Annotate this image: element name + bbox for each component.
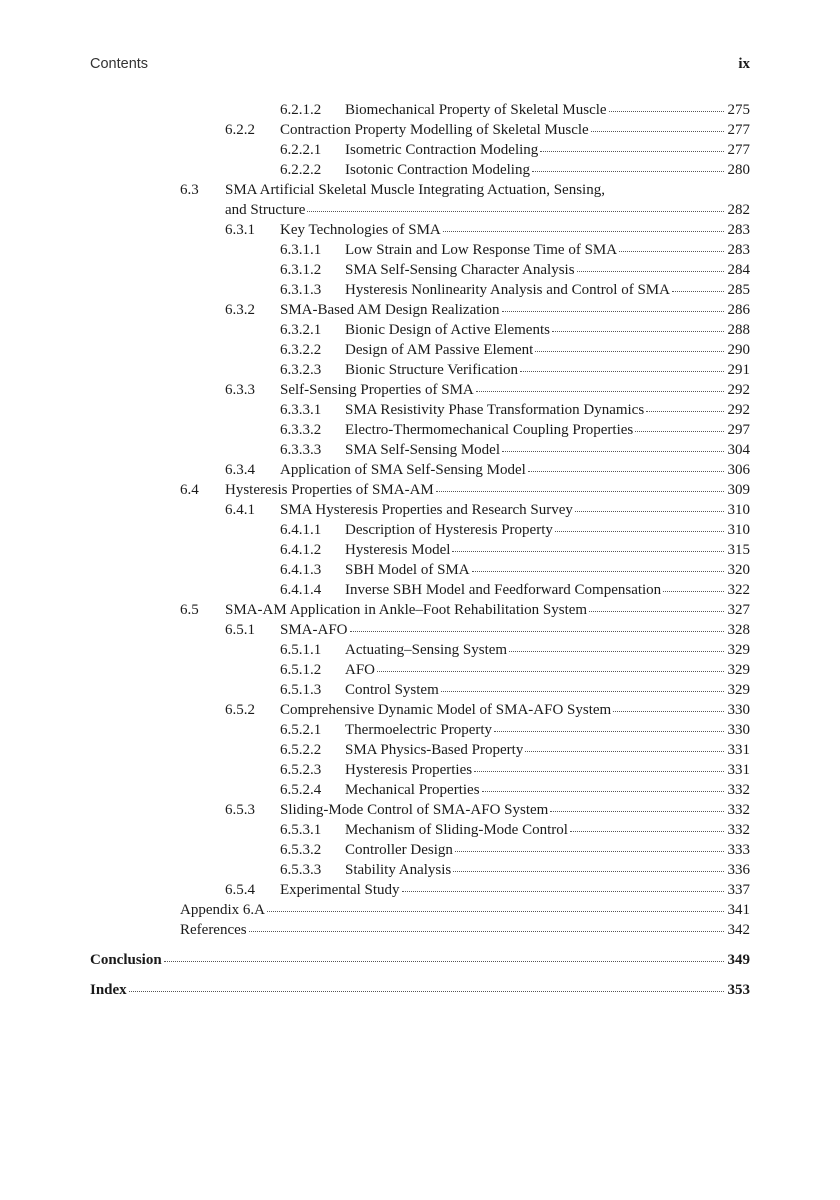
toc-entry-number: 6.3.2.1 — [280, 322, 322, 338]
toc-entry-page: 329 — [727, 642, 750, 658]
toc-entry-page: 310 — [727, 522, 750, 538]
toc-entry[interactable] — [90, 460, 750, 480]
dot-leader — [532, 170, 724, 172]
dot-leader — [441, 690, 724, 692]
toc-entry-page: 332 — [727, 822, 750, 838]
toc-entry[interactable] — [90, 820, 750, 840]
toc-entry-title: Stability Analysis — [345, 862, 452, 878]
toc-entry[interactable] — [90, 780, 750, 800]
toc-entry[interactable] — [90, 320, 750, 340]
dot-leader — [535, 350, 724, 352]
dot-leader — [452, 550, 724, 552]
toc-entry[interactable] — [90, 920, 750, 940]
toc-entry-title: References — [180, 922, 247, 938]
toc-entry-number: 6.3.4 — [225, 462, 255, 478]
toc-entry-number: 6.5.2.4 — [280, 782, 322, 798]
toc-entry-number: 6.5.4 — [225, 882, 255, 898]
toc-entry-page: 310 — [727, 502, 750, 518]
toc-entry-number: 6.5.1.1 — [280, 642, 322, 658]
table-of-contents — [90, 100, 750, 1000]
toc-entry[interactable] — [90, 200, 750, 220]
toc-entry-page: 330 — [727, 702, 750, 718]
dot-leader — [476, 390, 724, 392]
toc-entry-title: Low Strain and Low Response Time of SMA — [345, 242, 618, 258]
dot-leader — [663, 590, 724, 592]
toc-entry-title: Isometric Contraction Modeling — [345, 142, 539, 158]
toc-entry[interactable] — [90, 740, 750, 760]
toc-entry[interactable] — [90, 520, 750, 540]
toc-entry-number: 6.2.2.1 — [280, 142, 322, 158]
toc-entry[interactable] — [90, 640, 750, 660]
toc-entry-page: 292 — [727, 382, 750, 398]
dot-leader — [436, 490, 724, 492]
dot-leader — [455, 850, 724, 852]
toc-entry-title: AFO — [345, 662, 376, 678]
toc-entry-page: 297 — [727, 422, 750, 438]
toc-entry-number: 6.5.1.3 — [280, 682, 322, 698]
toc-entry-page: 283 — [727, 222, 750, 238]
toc-entry-number: 6.2.1.2 — [280, 102, 322, 118]
dot-leader — [164, 960, 724, 962]
toc-entry-title: Hysteresis Properties of SMA-AM — [225, 482, 434, 498]
toc-entry-page: 332 — [727, 782, 750, 798]
toc-entry-page: 291 — [727, 362, 750, 378]
toc-entry-number: 6.3.2 — [225, 302, 255, 318]
toc-entry-page: 285 — [727, 282, 750, 298]
toc-entry-title: SMA Hysteresis Properties and Research Survey — [280, 502, 573, 518]
dot-leader — [575, 510, 724, 512]
toc-entry-page: 341 — [727, 902, 750, 918]
toc-entry-title: SMA Self-Sensing Character Analysis — [345, 262, 575, 278]
toc-entry-title: and Structure — [225, 202, 306, 218]
toc-entry-number: 6.3.2.3 — [280, 362, 322, 378]
page-number: ix — [738, 56, 750, 72]
toc-entry-number: 6.5.3.2 — [280, 842, 322, 858]
toc-entry-title: SMA-AM Application in Ankle–Foot Rehabilitation System — [225, 602, 588, 618]
toc-entry-page: 332 — [727, 802, 750, 818]
dot-leader — [494, 730, 724, 732]
toc-entry-number: 6.4.1.1 — [280, 522, 322, 538]
toc-entry-title: Bionic Structure Verification — [345, 362, 519, 378]
toc-entry-number: 6.5.2.3 — [280, 762, 322, 778]
dot-leader — [443, 230, 724, 232]
toc-entry-title: SMA Resistivity Phase Transformation Dynamics — [345, 402, 645, 418]
toc-entry-title: Mechanism of Sliding-Mode Control — [345, 822, 568, 838]
dot-leader — [474, 770, 724, 772]
dot-leader — [502, 310, 724, 312]
running-header — [90, 56, 750, 76]
dot-leader — [591, 130, 724, 132]
toc-entry[interactable] — [90, 600, 750, 620]
dot-leader — [609, 110, 724, 112]
toc-entry-page: 322 — [727, 582, 750, 598]
toc-entry-page: 333 — [727, 842, 750, 858]
toc-entry[interactable] — [90, 480, 750, 500]
toc-entry-page: 329 — [727, 662, 750, 678]
dot-leader — [646, 410, 724, 412]
dot-leader — [528, 470, 724, 472]
toc-entry[interactable] — [90, 260, 750, 280]
dot-leader — [589, 610, 724, 612]
toc-entry-number: 6.2.2.2 — [280, 162, 322, 178]
toc-entry-title: Actuating–Sensing System — [345, 642, 508, 658]
toc-entry-title: Controller Design — [345, 842, 453, 858]
toc-entry[interactable] — [90, 140, 750, 160]
toc-entry-title: Self-Sensing Properties of SMA — [280, 382, 474, 398]
toc-entry[interactable] — [90, 540, 750, 560]
toc-entry[interactable] — [90, 500, 750, 520]
toc-entry-number: 6.4.1.3 — [280, 562, 322, 578]
toc-entry-title: Mechanical Properties — [345, 782, 480, 798]
toc-entry[interactable] — [90, 620, 750, 640]
dot-leader — [267, 910, 724, 912]
toc-entry-number: 6.5.2 — [225, 702, 255, 718]
toc-entry[interactable] — [90, 720, 750, 740]
toc-entry-page: 286 — [727, 302, 750, 318]
toc-entry-page: 315 — [727, 542, 750, 558]
dot-leader — [482, 790, 724, 792]
toc-entry-number: 6.3.2.2 — [280, 342, 322, 358]
toc-entry[interactable] — [90, 440, 750, 460]
toc-entry-number: 6.4.1 — [225, 502, 255, 518]
toc-entry-title: Isotonic Contraction Modeling — [345, 162, 530, 178]
dot-leader — [577, 270, 724, 272]
toc-entry-page: 306 — [727, 462, 750, 478]
toc-entry-number: 6.5.1 — [225, 622, 255, 638]
dot-leader — [307, 210, 724, 212]
toc-entry-title: Experimental Study — [280, 882, 400, 898]
toc-entry-page: 283 — [727, 242, 750, 258]
toc-entry[interactable] — [90, 880, 750, 900]
toc-entry[interactable] — [90, 340, 750, 360]
toc-entry-title: Control System — [345, 682, 439, 698]
toc-entry-title: Thermoelectric Property — [345, 722, 493, 738]
dot-leader — [509, 650, 724, 652]
dot-leader — [502, 450, 724, 452]
toc-entry-number: 6.5 — [180, 602, 199, 618]
toc-entry-title: SMA-AFO — [280, 622, 348, 638]
toc-entry-page: 292 — [727, 402, 750, 418]
toc-entry-page: 330 — [727, 722, 750, 738]
dot-leader — [552, 330, 724, 332]
toc-entry-number: 6.3.1 — [225, 222, 255, 238]
toc-entry-number: 6.4.1.2 — [280, 542, 322, 558]
toc-entry-title: Application of SMA Self-Sensing Model — [280, 462, 526, 478]
toc-entry[interactable] — [90, 700, 750, 720]
toc-entry-page: 327 — [727, 602, 750, 618]
toc-entry-title: Comprehensive Dynamic Model of SMA-AFO System — [280, 702, 612, 718]
toc-entry[interactable] — [90, 680, 750, 700]
toc-entry[interactable] — [90, 840, 750, 860]
dot-leader — [402, 890, 724, 892]
dot-leader — [472, 570, 724, 572]
dot-leader — [570, 830, 724, 832]
toc-entry-number: 6.5.3 — [225, 802, 255, 818]
toc-entry-title: Electro-Thermomechanical Coupling Properties — [345, 422, 634, 438]
toc-entry-title: Hysteresis Model — [345, 542, 451, 558]
dot-leader — [350, 630, 724, 632]
toc-entry-number: 6.5.1.2 — [280, 662, 322, 678]
toc-entry-page: 342 — [727, 922, 750, 938]
toc-entry-number: 6.3.3 — [225, 382, 255, 398]
toc-entry-page: 275 — [727, 102, 750, 118]
toc-entry[interactable] — [90, 300, 750, 320]
toc-entry[interactable] — [90, 360, 750, 380]
toc-entry-number: 6.2.2 — [225, 122, 255, 138]
toc-entry-number: 6.5.3.3 — [280, 862, 322, 878]
toc-entry[interactable] — [90, 760, 750, 780]
dot-leader — [520, 370, 724, 372]
toc-entry-title: SMA Physics-Based Property — [345, 742, 524, 758]
dot-leader — [550, 810, 724, 812]
dot-leader — [613, 710, 724, 712]
toc-entry-page: 309 — [727, 482, 750, 498]
toc-entry-page: 280 — [727, 162, 750, 178]
toc-entry-page: 353 — [727, 982, 750, 998]
toc-entry[interactable] — [90, 580, 750, 600]
toc-entry-title: Bionic Design of Active Elements — [345, 322, 550, 338]
toc-entry-page: 277 — [727, 122, 750, 138]
toc-entry-title: Sliding-Mode Control of SMA-AFO System — [280, 802, 549, 818]
toc-entry-page: 337 — [727, 882, 750, 898]
toc-entry-title: Design of AM Passive Element — [345, 342, 534, 358]
toc-entry-page: 290 — [727, 342, 750, 358]
toc-entry[interactable] — [90, 660, 750, 680]
toc-entry-title: Hysteresis Properties — [345, 762, 473, 778]
toc-entry-page: 284 — [727, 262, 750, 278]
toc-entry-number: 6.3.1.2 — [280, 262, 322, 278]
toc-entry-page: 349 — [727, 952, 750, 968]
toc-entry-number: 6.3.3.3 — [280, 442, 322, 458]
toc-entry[interactable] — [90, 240, 750, 260]
toc-entry[interactable] — [90, 420, 750, 440]
dot-leader — [377, 670, 724, 672]
running-header-title: Contents — [90, 56, 149, 72]
toc-entry-page: 328 — [727, 622, 750, 638]
toc-entry-title: Conclusion — [90, 952, 162, 968]
toc-entry-page: 331 — [727, 762, 750, 778]
toc-entry[interactable] — [90, 400, 750, 420]
toc-entry[interactable] — [90, 560, 750, 580]
dot-leader — [249, 930, 724, 932]
toc-entry-number: 6.5.3.1 — [280, 822, 322, 838]
toc-entry-page: 320 — [727, 562, 750, 578]
toc-entry[interactable] — [90, 280, 750, 300]
toc-entry-page: 331 — [727, 742, 750, 758]
toc-entry-number: 6.4 — [180, 482, 199, 498]
toc-entry[interactable] — [90, 980, 750, 1000]
toc-entry-number: 6.3.1.1 — [280, 242, 322, 258]
toc-entry[interactable] — [90, 180, 750, 200]
toc-entry[interactable] — [90, 950, 750, 970]
toc-entry-title: Key Technologies of SMA — [280, 222, 441, 238]
toc-entry-number: 6.5.2.2 — [280, 742, 322, 758]
toc-entry[interactable] — [90, 380, 750, 400]
toc-entry-number: 6.3.3.2 — [280, 422, 322, 438]
toc-entry[interactable] — [90, 100, 750, 120]
toc-entry-title: SMA-Based AM Design Realization — [280, 302, 500, 318]
toc-entry[interactable] — [90, 120, 750, 140]
toc-entry-title: Contraction Property Modelling of Skeletal Muscle — [280, 122, 589, 138]
toc-entry-number: 6.3.3.1 — [280, 402, 322, 418]
dot-leader — [635, 430, 724, 432]
dot-leader — [453, 870, 724, 872]
toc-entry[interactable] — [90, 900, 750, 920]
toc-entry-title: Hysteresis Nonlinearity Analysis and Control of SMA — [345, 282, 670, 298]
toc-entry-title: SBH Model of SMA — [345, 562, 470, 578]
toc-entry-page: 304 — [727, 442, 750, 458]
toc-entry-title: Biomechanical Property of Skeletal Muscle — [345, 102, 607, 118]
toc-entry-number: 6.4.1.4 — [280, 582, 322, 598]
toc-entry[interactable] — [90, 800, 750, 820]
dot-leader — [555, 530, 724, 532]
toc-entry-page: 329 — [727, 682, 750, 698]
toc-entry[interactable] — [90, 160, 750, 180]
toc-entry[interactable] — [90, 220, 750, 240]
dot-leader — [540, 150, 724, 152]
toc-entry[interactable] — [90, 860, 750, 880]
dot-leader — [619, 250, 724, 252]
toc-entry-number: 6.5.2.1 — [280, 722, 322, 738]
dot-leader — [525, 750, 724, 752]
dot-leader — [129, 990, 724, 992]
toc-entry-title: SMA Self-Sensing Model — [345, 442, 501, 458]
toc-entry-title: Index — [90, 982, 127, 998]
toc-entry-page: 288 — [727, 322, 750, 338]
toc-entry-number: 6.3 — [180, 182, 199, 198]
dot-leader — [672, 290, 724, 292]
toc-entry-page: 282 — [727, 202, 750, 218]
toc-entry-title: SMA Artificial Skeletal Muscle Integrating Actuation, Sensing, — [225, 182, 605, 198]
toc-entry-page: 277 — [727, 142, 750, 158]
toc-entry-title: Appendix 6.A — [180, 902, 265, 918]
toc-entry-title: Inverse SBH Model and Feedforward Compensation — [345, 582, 662, 598]
toc-entry-title: Description of Hysteresis Property — [345, 522, 553, 538]
toc-entry-page: 336 — [727, 862, 750, 878]
toc-entry-number: 6.3.1.3 — [280, 282, 322, 298]
